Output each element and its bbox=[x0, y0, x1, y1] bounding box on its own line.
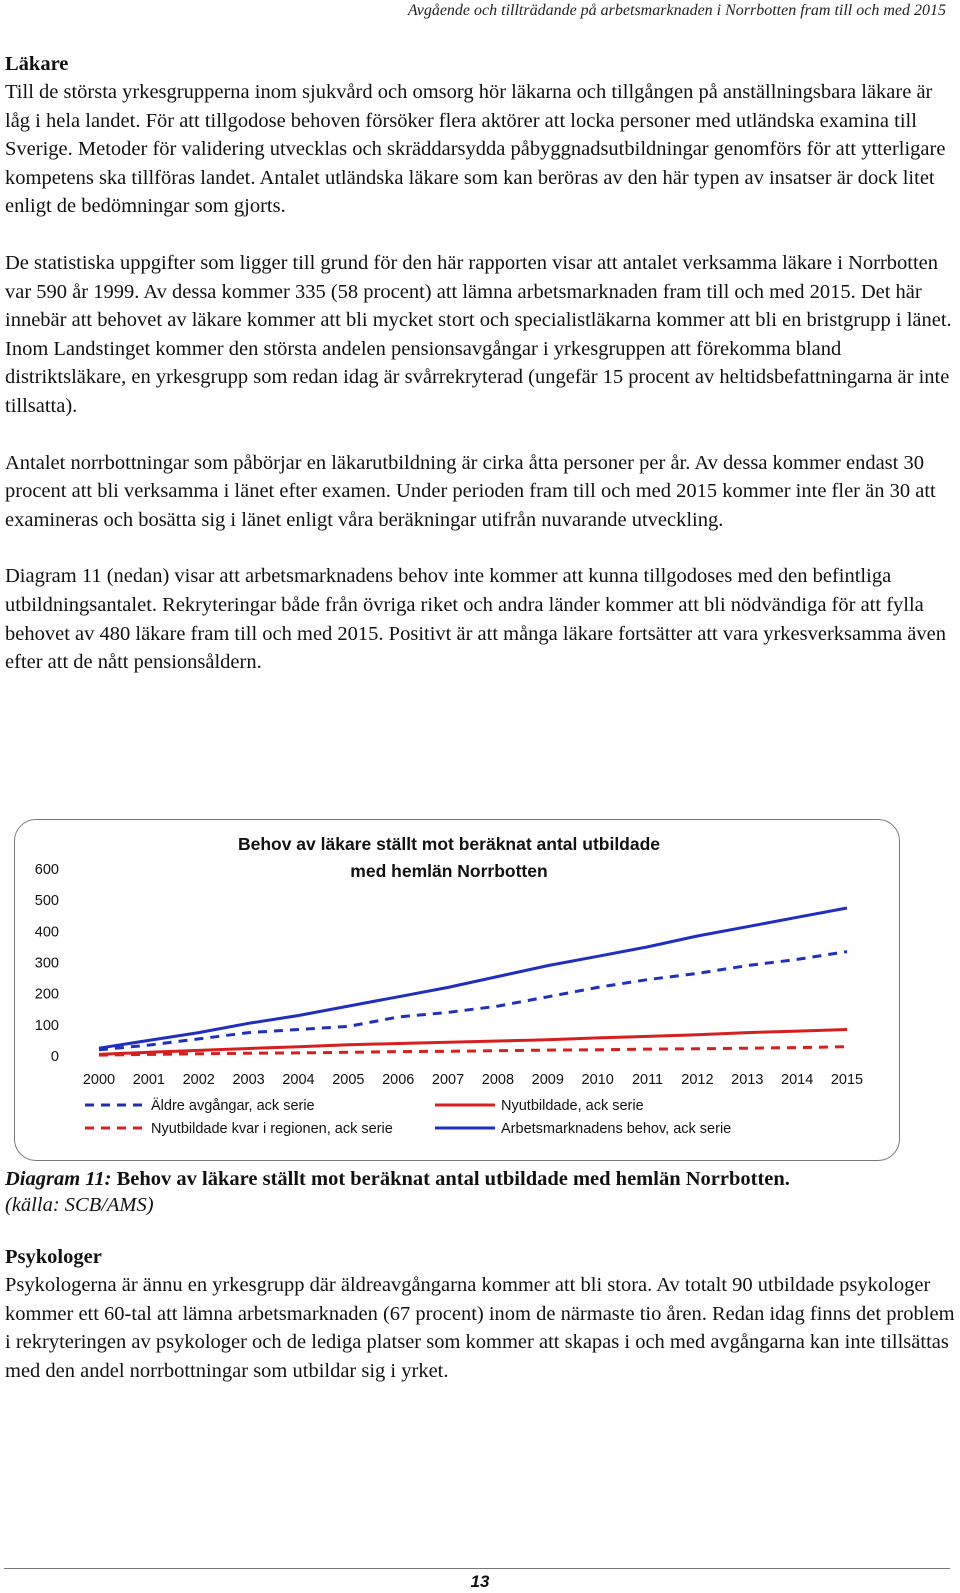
running-header: Avgående och tillträdande på arbetsmarknaden i Norrbotten fram till och med 2015 bbox=[407, 2, 946, 19]
paragraph-lakare-2: De statistiska uppgifter som ligger till grund för den här rapporten visar att antalet verksamma läkare i Norrbotten var 590 år 1999. Av dessa kommer 335 (58 procent) att lämna arbetsmarknaden fram till och med 2015. Det här innebär att behovet av läkare kommer att bli mycket stort och specialistläkarna kommer att bli en bristgrupp i länet. Inom Landstinget kommer den största andelen pensionsavgångar i yrkesgruppen att förekomma bland distriktsläkare, en yrkesgrupp som redan idag är svårrekryterad (ungefär 15 procent av heltidsbefattningarna är inte tillsatta). bbox=[5, 251, 952, 417]
y-tick-label: 300 bbox=[34, 955, 59, 972]
paragraph-psykologer: Psykologerna är ännu en yrkesgrupp där äldreavgångarna kommer att bli stora. Av totalt 90 utbildade psykologer kommer ett 60-tal att lämna arbetsmarknaden (67 procent) inom de närmaste tio åren. Redan idag finns det problem i rekryteringen av psykologer och de lediga platser som kommer att skapas i och med avgångarna kan inte tillsättas med den andel norrbottningar som utbildar sig i yrket. bbox=[5, 1274, 955, 1382]
page-number: 13 bbox=[470, 1572, 490, 1591]
paragraph-lakare-4: Diagram 11 (nedan) visar att arbetsmarknadens behov inte kommer att kunna tillgodoses med den befintliga utbildningsantalet. Rekryteringar både från övriga riket och andra länder kommer att bli nödvändiga för att fylla behovet av 480 läkare fram till och med 2015. Positivt är att många läkare fortsätter att vara yrkesverksamma även efter att de nått pensionsåldern. bbox=[5, 565, 946, 674]
y-tick-label: 500 bbox=[34, 893, 59, 910]
x-tick-label: 2010 bbox=[581, 1072, 614, 1088]
footer-rule bbox=[4, 1568, 950, 1569]
x-tick-label: 2007 bbox=[431, 1072, 465, 1088]
section-title-psykologer: Psykologer bbox=[5, 1246, 102, 1268]
section-psykologer bbox=[5, 1243, 955, 1385]
y-tick-label: 200 bbox=[34, 986, 59, 1003]
x-tick-label: 2013 bbox=[731, 1072, 764, 1088]
x-tick-label: 2002 bbox=[182, 1072, 215, 1088]
paragraph-lakare-3: Antalet norrbottningar som påbörjar en läkarutbildning är cirka åtta personer per år. Av dessa kommer endast 30 procent att bli verksamma i länet efter examen. Under perioden fram till och med 2015 kommer inte fler än 30 att examineras och bosätta sig i länet enligt våra beräkningar utifrån nuvarande utveckling. bbox=[5, 451, 936, 531]
x-tick-label: 2000 bbox=[82, 1072, 116, 1088]
x-tick-label: 2005 bbox=[332, 1072, 365, 1088]
chart-frame bbox=[14, 819, 900, 1161]
section-title-lakare: Läkare bbox=[5, 53, 69, 75]
chart-title-line: med hemlän Norrbotten bbox=[350, 860, 548, 881]
x-tick-label: 2012 bbox=[681, 1072, 714, 1088]
y-tick-label: 600 bbox=[34, 862, 59, 878]
x-tick-label: 2003 bbox=[232, 1072, 265, 1088]
x-tick-label: 2015 bbox=[830, 1072, 864, 1088]
x-tick-label: 2006 bbox=[382, 1072, 415, 1088]
legend-label: Äldre avgångar, ack serie bbox=[151, 1098, 315, 1114]
legend-label: Arbetsmarknadens behov, ack serie bbox=[501, 1121, 732, 1137]
caption-source: (källa: SCB/AMS) bbox=[5, 1194, 154, 1216]
x-tick-label: 2008 bbox=[481, 1072, 515, 1088]
paragraph-lakare-1: Till de största yrkesgrupperna inom sjukvård och omsorg hör läkarna och tillgången på anställningsbara läkare är låg i hela landet. För att tillgodose behoven försöker flera aktörer att locka personer med utländska examina till Sverige. Metoder för validering utvecklas och skräddarsydda påbyggnadsutbildningar genomförs för att ytterligare kompetens ska tillföras landet. Antalet utländska läkare som kan beröras av den här typen av insatser är dock litet enligt de bedömningar som gjorts. bbox=[5, 81, 946, 218]
caption-label: Diagram 11: bbox=[5, 1168, 112, 1190]
figure-caption bbox=[5, 1166, 955, 1218]
x-tick-label: 2009 bbox=[531, 1072, 564, 1088]
x-tick-label: 2001 bbox=[132, 1072, 165, 1088]
y-tick-label: 100 bbox=[34, 1017, 59, 1034]
y-tick-label: 400 bbox=[34, 924, 59, 941]
x-tick-label: 2011 bbox=[631, 1072, 664, 1088]
line-chart bbox=[15, 820, 899, 1160]
main-text bbox=[5, 50, 955, 677]
legend-label: Nyutbildade, ack serie bbox=[501, 1098, 644, 1114]
x-tick-label: 2014 bbox=[781, 1072, 814, 1088]
legend-label: Nyutbildade kvar i regionen, ack serie bbox=[151, 1121, 393, 1137]
series-line bbox=[99, 952, 847, 1050]
caption-text: Behov av läkare ställt mot beräknat antal utbildade med hemlän Norrbotten. bbox=[111, 1168, 790, 1190]
x-tick-label: 2004 bbox=[282, 1072, 315, 1088]
y-tick-label: 0 bbox=[50, 1049, 59, 1065]
series-line bbox=[99, 908, 847, 1048]
chart-title-line: Behov av läkare ställt mot beräknat antal utbildade bbox=[237, 833, 661, 854]
